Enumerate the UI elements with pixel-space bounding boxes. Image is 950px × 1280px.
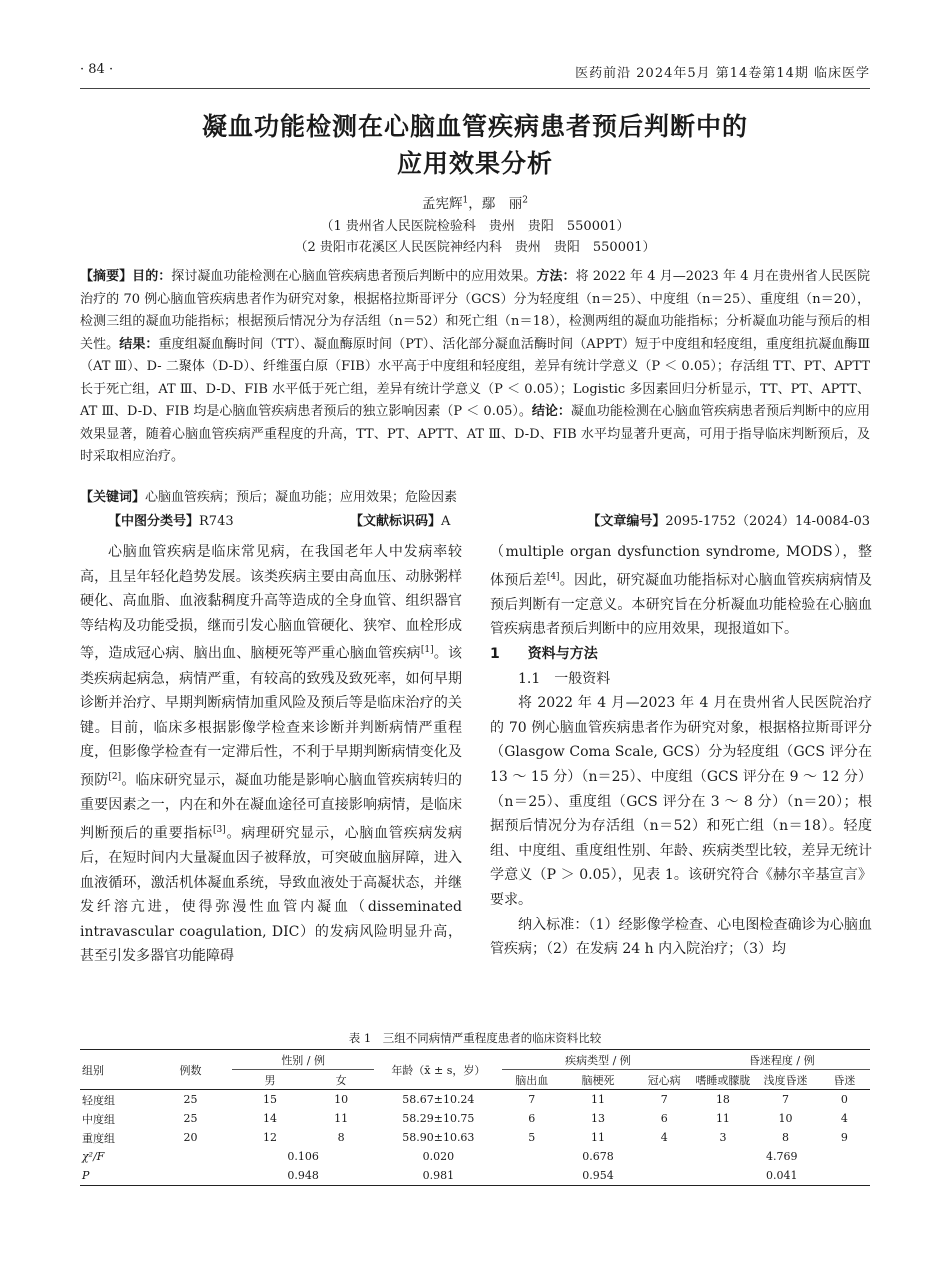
cell-c1: 3 <box>719 1131 727 1144</box>
th-d2: 脑梗死 <box>561 1070 635 1090</box>
header-rule <box>80 88 870 89</box>
cell-d3: 7 <box>660 1093 668 1106</box>
cell-d2: 11 <box>590 1093 605 1106</box>
abstract-label: 【摘要】 <box>80 269 133 284</box>
cell-male: 14 <box>262 1112 277 1125</box>
cell-c3: 4 <box>840 1112 848 1125</box>
cell-d1: 7 <box>528 1093 536 1106</box>
ref-3: [3] <box>212 824 226 835</box>
method-label: 方法： <box>536 269 576 284</box>
cell-chi-label: χ²/F <box>82 1150 105 1163</box>
result-label: 结果： <box>119 336 159 352</box>
th-coma: 昏迷程度 / 例 <box>694 1050 870 1070</box>
table-row <box>80 1109 870 1128</box>
th-c3: 昏迷 <box>819 1070 870 1090</box>
intro-paragraph <box>80 540 462 969</box>
cell-p-coma: 0.041 <box>694 1166 870 1186</box>
section-1-heading: 1 资料与方法 <box>490 646 598 663</box>
table-row <box>80 1090 870 1110</box>
cell-chi-sex: 0.106 <box>287 1150 319 1163</box>
authors <box>80 192 870 212</box>
cell-d1: 5 <box>528 1131 536 1144</box>
article-title <box>80 108 870 182</box>
intro-text-2: 。该类疾病起病急，病情严重，有较高的致残及致死率，如何早期诊断并治疗、早期判断病情加重风险及预后等是临床治疗的关键。目前，临床多根据影像学检查来诊断并判断病情严重程度，但影像学检查有一定滞后性，不利于早期判断病情变化及预防 <box>80 646 463 789</box>
clc-number <box>108 510 234 529</box>
method-text: 将 2022 年 4 月—2023 年 4 月在贵州省人民医院治疗的 70 例心脑血管疾病患者作为研究对象，根据格拉斯哥评分（GCS）分为轻度组（n＝25）、中度组（n＝25）、重度组（n＝20），检测三组的凝血功能指标；根据预后情况分为存活组（n＝52）和死亡组（n＝18），检测两组的凝血功能指标；分析凝血功能与预后的相关性。 <box>80 269 870 352</box>
cell-female: 10 <box>334 1093 349 1106</box>
th-sex: 性别 / 例 <box>232 1050 374 1070</box>
th-count: 例数 <box>149 1050 232 1090</box>
body-left-column <box>80 540 462 969</box>
cell-chi-age: 0.020 <box>422 1150 455 1163</box>
cell-n: 25 <box>183 1093 198 1106</box>
cell-female: 11 <box>334 1112 349 1125</box>
affiliation-2: （2 贵阳市花溪区人民医院神经内科 贵州 贵阳 550001） <box>294 240 656 255</box>
cell-c1: 11 <box>715 1112 730 1125</box>
section-1-1-heading: 1.1 一般资料 <box>518 670 611 687</box>
th-male: 男 <box>232 1070 308 1090</box>
cell-c3: 0 <box>840 1093 848 1106</box>
page-number: · 84 · <box>80 62 114 77</box>
doc-label: 【文献标识码】 <box>350 514 442 529</box>
th-c2: 浅度昏迷 <box>752 1070 818 1090</box>
clc-value: R743 <box>199 514 234 529</box>
author-separator: ， <box>468 196 482 212</box>
author-2-affil: 2 <box>522 195 528 206</box>
cell-group: 重度组 <box>82 1131 115 1145</box>
ref-1: [1] <box>420 645 434 656</box>
cell-group: 轻度组 <box>82 1093 115 1107</box>
page-header <box>80 62 870 86</box>
th-c1: 嗜睡或朦胧 <box>694 1070 753 1090</box>
cell-d3: 4 <box>660 1131 668 1144</box>
general-data-paragraph: 将 2022 年 4 月—2023 年 4 月在贵州省人民医院治疗的 70 例心脑血管疾病患者作为研究对象，根据格拉斯哥评分（Glasgow Coma Scale, GCS）分为轻度组（GCS 评分在 13 ～ 15 分）（n＝25）、中度组（GCS 评分在 9 ～ 12 分）（n＝25）、重度组（GCS 评分在 3 ～ 8 分）（n＝20）；根据预后情况分为存活组（n＝52）和死亡组（n＝18）。轻度组、中度组、重度组性别、年龄、疾病类型比较，差异无统计学意义（P ＞ 0.05），见表 1。该研究符合《赫尔辛基宣言》要求。 <box>490 695 872 908</box>
cell-male: 12 <box>262 1131 277 1144</box>
cell-chi-disease: 0.678 <box>582 1150 614 1163</box>
cell-age: 58.29±10.75 <box>402 1112 475 1125</box>
cell-n: 20 <box>183 1131 198 1144</box>
keywords-text: 心脑血管疾病；预后；凝血功能；应用效果；危险因素 <box>145 490 458 505</box>
author-2: 鄢 丽 <box>481 196 523 212</box>
art-value: 2095-1752（2024）14-0084-03 <box>665 514 870 529</box>
body-right-column <box>490 540 872 962</box>
title-line-2: 应用效果分析 <box>396 149 553 178</box>
inclusion-paragraph: 纳入标准：（1）经影像学检查、心电图检查确诊为心脑血管疾病；（2）在发病 24 h 内入院治疗；（3）均 <box>490 916 872 958</box>
conclusion-text: 凝血功能检测在心脑血管疾病患者预后判断中的应用效果显著，随着心脑血管疾病严重程度的升高，TT、PT、APTT、AT Ⅲ、D-D、FIB 水平均显著升更高，可用于指导临床判断预后，及时采取相应治疗。 <box>80 404 870 464</box>
journal-info: 医药前沿 2024年5月 第14卷第14期 临床医学 <box>575 66 870 81</box>
cell-group: 中度组 <box>82 1112 115 1126</box>
cell-female: 8 <box>337 1131 345 1144</box>
ref-2: [2] <box>108 772 122 782</box>
title-line-1: 凝血功能检测在心脑血管疾病患者预后判断中的 <box>201 112 748 141</box>
intro-text-4: 。病理研究显示，心脑血管疾病发病后，在短时间内大量凝血因子被释放，可突破血脑屏障，进入血液循环，激活机体凝血系统，导致血液处于高凝状态，并继发纤溶亢进，使得弥漫性血管内凝血（disseminated intravascular coagulation, DIC）的发病风险明显升高，甚至引发多器官功能障碍 <box>80 825 463 965</box>
th-d1: 脑出血 <box>502 1070 561 1090</box>
th-age: 年龄（x̄ ± s，岁） <box>374 1050 502 1090</box>
classification <box>80 510 870 530</box>
intro-continued <box>490 540 872 642</box>
intro-cont-text-2: 。因此，研究凝血功能指标对心脑血管疾病病情及预后判断有一定意义。本研究旨在分析凝血功能检验在心脑血管疾病患者预后判断中的应用效果，现报道如下。 <box>490 572 873 638</box>
cell-d2: 11 <box>590 1131 605 1144</box>
table-1 <box>80 1049 870 1186</box>
table-1-caption: 表 1 三组不同病情严重程度患者的临床资料比较 <box>348 1031 602 1045</box>
table-row-p <box>80 1166 870 1186</box>
cell-p-disease: 0.954 <box>502 1166 693 1186</box>
cell-n: 25 <box>183 1112 198 1125</box>
th-female: 女 <box>308 1070 374 1090</box>
table-row-stat <box>80 1147 870 1166</box>
cell-c2: 7 <box>782 1093 790 1106</box>
doc-value: A <box>441 514 451 529</box>
cell-age: 58.90±10.63 <box>402 1131 475 1144</box>
cell-male: 15 <box>262 1093 277 1106</box>
conclusion-label: 结论： <box>531 404 571 419</box>
keywords-label: 【关键词】 <box>80 490 146 505</box>
author-1: 孟宪辉 <box>422 196 463 212</box>
th-group: 组别 <box>80 1050 149 1090</box>
cell-d3: 6 <box>660 1112 668 1125</box>
intro-text-1: 心脑血管疾病是临床常见病，在我国老年人中发病率较高，且呈年轻化趋势发展。该类疾病主要由高血压、动脉粥样硬化、高血脂、血液黏稠度升高等造成的全身血管、组织器官等结构及功能受损，继而引发心脑血管硬化、狭窄、血栓形成等，造成冠心病、脑出血、脑梗死等严重心脑血管疾病 <box>80 544 462 663</box>
purpose-text: 探讨凝血功能检测在心脑血管疾病患者预后判断中的应用效果。 <box>171 269 537 284</box>
cell-c2: 8 <box>782 1131 790 1144</box>
keywords <box>80 486 870 505</box>
cell-c2: 10 <box>778 1112 793 1125</box>
intro-text-3: 。临床研究显示，凝血功能是影响心脑血管疾病转归的重要因素之一，内在和外在凝血途径可直接影响病情，是临床判断预后的重要指标 <box>80 772 463 842</box>
cell-p-age: 0.981 <box>374 1166 502 1186</box>
table-row <box>80 1128 870 1147</box>
art-label: 【文章编号】 <box>587 514 666 529</box>
abstract <box>80 266 870 469</box>
ref-4: [4] <box>546 571 560 582</box>
result-text: 重度组凝血酶时间（TT）、凝血酶原时间（PT）、活化部分凝血活酶时间（APPT）短于中度组和轻度组，重度组抗凝血酶Ⅲ（AT Ⅲ）、D- 二聚体（D-D）、纤维蛋白原（FIB）水平高于中度组和轻度组，差异有统计学意义（P ＜ 0.05）；存活组 TT、PT、APTT 长于死亡组，AT Ⅲ、D-D、FIB 水平低于死亡组，差异有统计学意义（P ＜ 0.05）；Logistic 多因素回归分析显示，TT、PT、APTT、AT Ⅲ、D-D、FIB 均是心脑血管疾病患者预后的独立影响因素（P ＜ 0.05）。 <box>80 336 870 419</box>
cell-c1: 18 <box>715 1093 730 1106</box>
article-number <box>587 510 870 529</box>
cell-age: 58.67±10.24 <box>402 1093 475 1106</box>
cell-chi-coma: 4.769 <box>766 1150 798 1163</box>
doc-code <box>350 510 450 529</box>
cell-p-label: P <box>80 1166 149 1186</box>
th-d3: 冠心病 <box>635 1070 694 1090</box>
clc-label: 【中图分类号】 <box>108 514 200 529</box>
author-1-affil: 1 <box>462 195 469 206</box>
cell-p-sex: 0.948 <box>232 1166 374 1186</box>
cell-c3: 9 <box>840 1131 848 1144</box>
intro-cont-text-1: （multiple organ dysfunction syndrome, MODS），整体预后差 <box>490 544 872 589</box>
purpose-label: 目的： <box>132 269 172 284</box>
cell-d2: 13 <box>590 1112 605 1125</box>
cell-d1: 6 <box>528 1112 536 1125</box>
affiliation-1: （1 贵州省人民医院检验科 贵州 贵阳 550001） <box>320 219 630 234</box>
th-disease: 疾病类型 / 例 <box>502 1050 693 1070</box>
